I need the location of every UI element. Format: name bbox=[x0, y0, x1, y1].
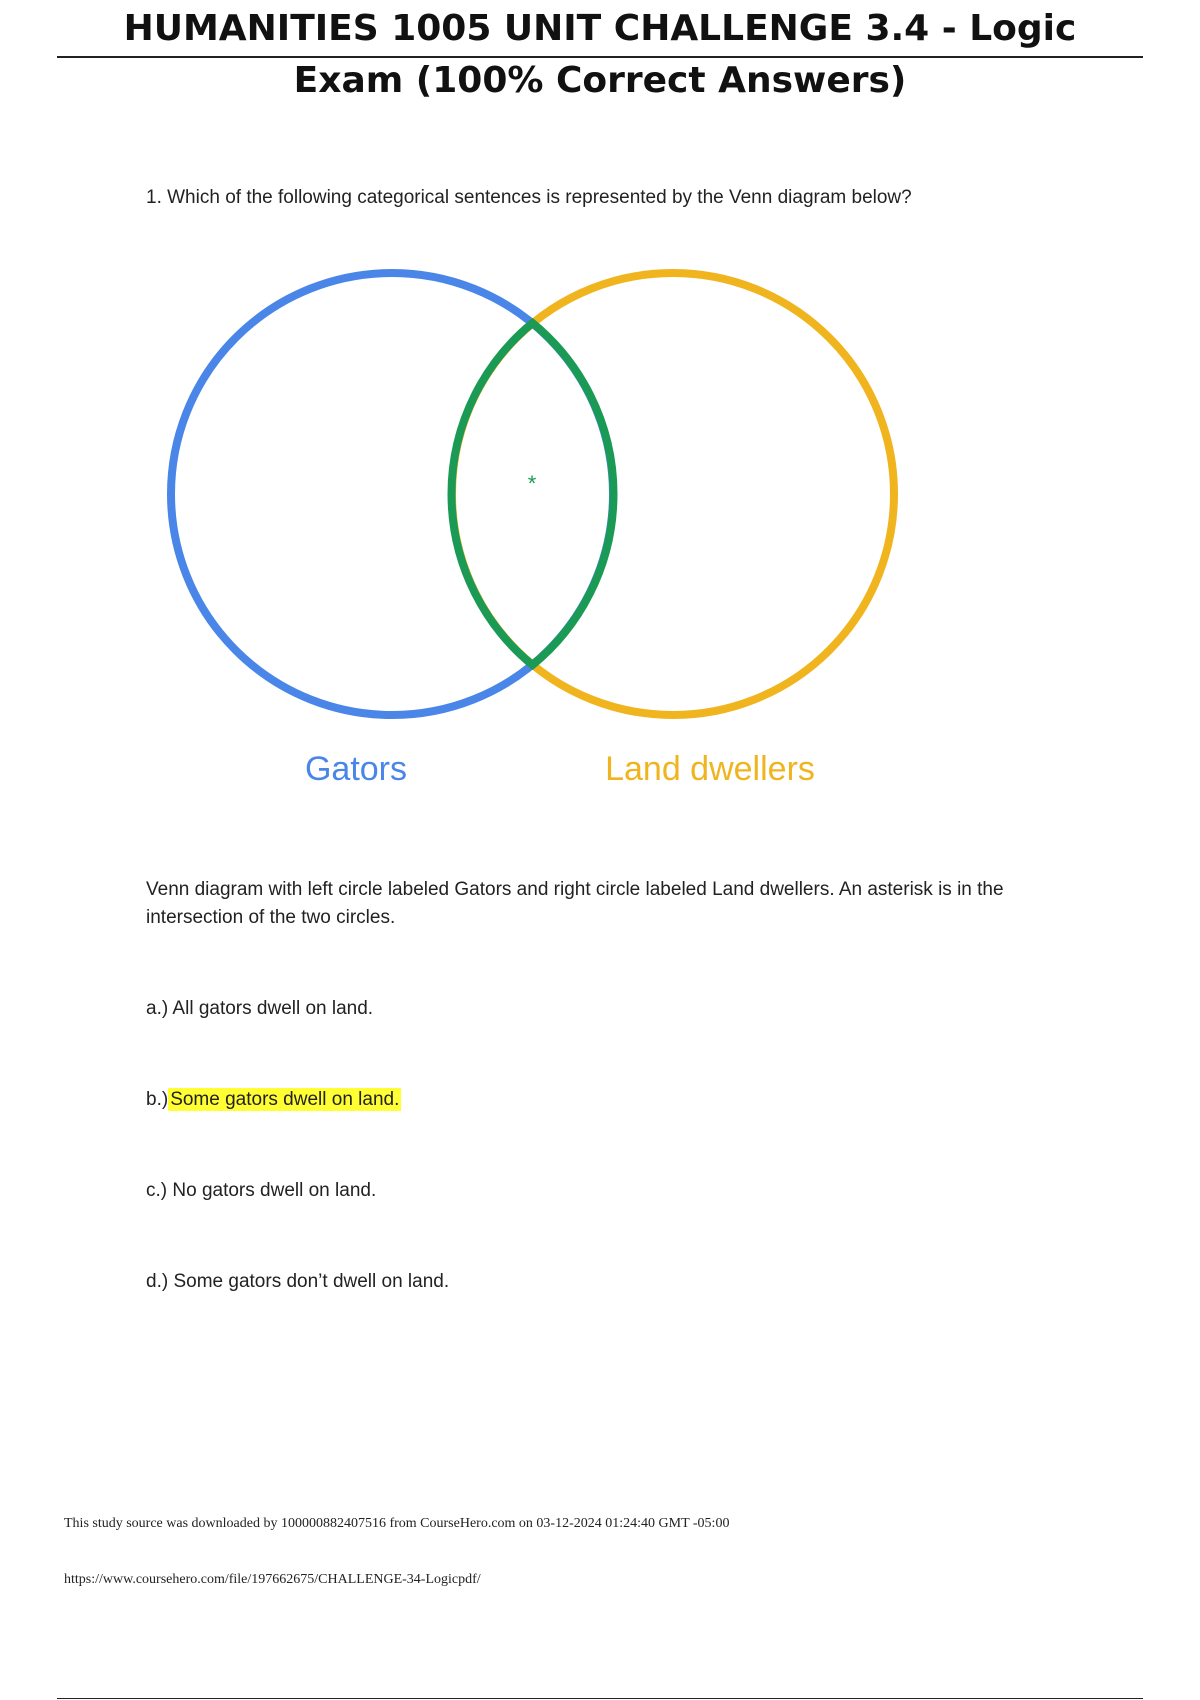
label-gators: Gators bbox=[304, 750, 408, 788]
footer-source-line: This study source was downloaded by 100000882407516 from CourseHero.com on 03-12-2024 01:24:40 GMT -05:00 bbox=[64, 1516, 730, 1531]
option-prefix: b.) bbox=[146, 1089, 169, 1110]
option-text-highlighted: Some gators dwell on land. bbox=[170, 1089, 400, 1110]
title-divider bbox=[57, 56, 1143, 58]
venn-diagram bbox=[160, 260, 910, 800]
option-text: All gators dwell on land. bbox=[172, 998, 374, 1019]
option-prefix: d.) bbox=[146, 1271, 169, 1292]
page-title-line-2: Exam (100% Correct Answers) bbox=[293, 60, 907, 101]
footer-url-line: https://www.coursehero.com/file/197662675/CHALLENGE-34-Logicpdf/ bbox=[64, 1572, 481, 1587]
option-prefix: c.) bbox=[146, 1180, 168, 1201]
diagram-caption: Venn diagram with left circle labeled Gators and right circle labeled Land dwellers. An asterisk is in the intersection of the two circles. bbox=[146, 879, 1004, 928]
option-text: No gators dwell on land. bbox=[172, 1180, 377, 1201]
intersection-asterisk: * bbox=[527, 471, 537, 496]
option-d bbox=[146, 1269, 449, 1295]
question-text: 1. Which of the following categorical sentences is represented by the Venn diagram below? bbox=[146, 187, 912, 208]
option-text: Some gators don’t dwell on land. bbox=[173, 1271, 450, 1292]
label-land-dwellers: Land dwellers bbox=[605, 750, 815, 788]
option-a bbox=[146, 996, 373, 1022]
page-title-line-1: HUMANITIES 1005 UNIT CHALLENGE 3.4 - Logic bbox=[123, 8, 1077, 49]
option-prefix: a.) bbox=[146, 998, 169, 1019]
option-c bbox=[146, 1178, 376, 1204]
option-b bbox=[146, 1087, 401, 1113]
bottom-divider bbox=[57, 1698, 1143, 1699]
